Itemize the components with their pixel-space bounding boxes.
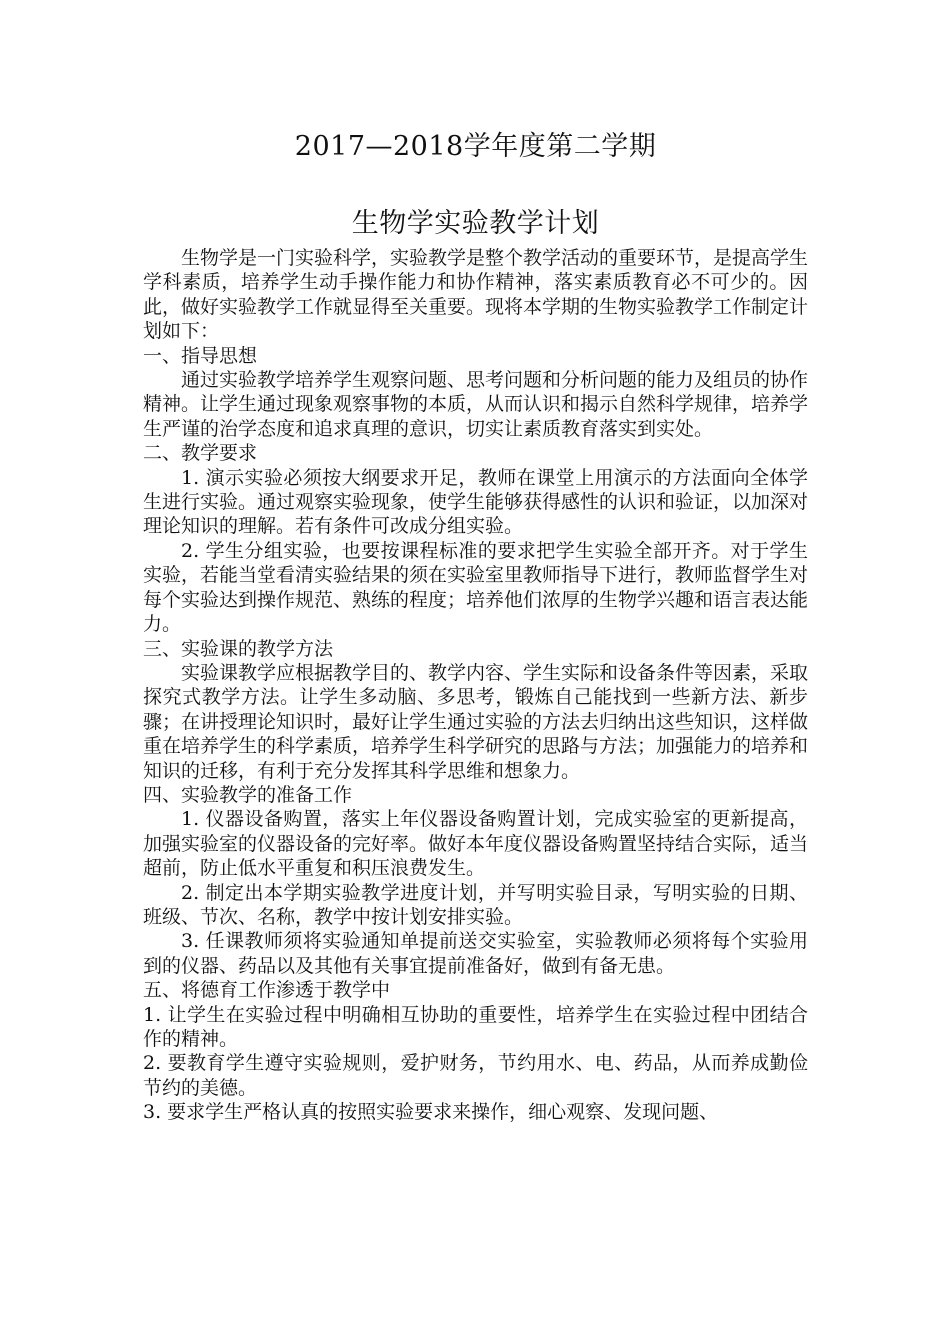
paragraph: 1. 演示实验必须按大纲要求开足，教师在课堂上用演示的方法面向全体学生进行实验。通过观察实验现象，使学生能够获得感性的认识和验证，以加深对理论知识的理解。若有条件可改成分组实验。 — [143, 466, 809, 538]
section-heading-teaching-methods: 三、实验课的教学方法 — [143, 637, 334, 660]
paragraph: 1. 让学生在实验过程中明确相互协助的重要性，培养学生在实验过程中团结合作的精神。 — [143, 1003, 808, 1050]
section-heading-guiding-ideology: 一、指导思想 — [143, 344, 258, 367]
intro-paragraph: 生物学是一门实验科学，实验教学是整个教学活动的重要环节，是提高学生学科素质，培养学生动手操作能力和协作精神，落实素质教育必不可少的。因此，做好实验教学工作就显得至关重要。现将本学期的生物实验教学工作制定计划如下： — [143, 247, 809, 343]
paragraph: 3. 要求学生严格认真的按照实验要求来操作，细心观察、发现问题、 — [143, 1101, 719, 1124]
document-body — [143, 246, 808, 1125]
paragraph: 通过实验教学培养学生观察问题、思考问题和分析问题的能力及组员的协作精神。让学生通过现象观察事物的本质，从而认识和揭示自然科学规律，培养学生严谨的治学态度和追求真理的意识，切实让素质教育落实到实处。 — [143, 369, 809, 440]
document-title: 生物学实验教学计划 — [351, 208, 600, 239]
paragraph: 2. 要教育学生遵守实验规则，爱护财务，节约用水、电、药品，从而养成勤俭节约的美德。 — [143, 1052, 808, 1099]
paragraph: 3. 任课教师须将实验通知单提前送交实验室，实验教师必须将每个实验用到的仪器、药品以及其他有关事宜提前准备好，做到有备无患。 — [143, 930, 808, 977]
paragraph: 2. 学生分组实验，也要按课程标准的要求把学生实验全部开齐。对于学生实验，若能当堂看清实验结果的须在实验室里教师指导下进行，教师监督学生对每个实验达到操作规范、熟练的程度；培养他们浓厚的生物学兴趣和语言表达能力。 — [143, 539, 809, 636]
section-heading-preparation: 四、实验教学的准备工作 — [143, 783, 353, 806]
paragraph: 1. 仪器设备购置，落实上年仪器设备购置计划，完成实验室的更新提高，加强实验室的仪器设备的完好率。做好本年度仪器设备购置坚持结合实际，适当超前，防止低水平重复和积压浪费发生。 — [143, 808, 809, 880]
term-title: 2017—2018学年度第二学期 — [294, 131, 657, 162]
section-heading-teaching-requirements: 二、教学要求 — [143, 442, 258, 465]
section-heading-moral-education: 五、将德育工作渗透于教学中 — [143, 979, 391, 1002]
paragraph: 2. 制定出本学期实验教学进度计划，并写明实验目录，写明实验的日期、班级、节次、名称，教学中按计划安排实验。 — [143, 881, 808, 928]
document-page — [143, 125, 808, 1125]
paragraph: 实验课教学应根据教学目的、教学内容、学生实际和设备条件等因素，采取探究式教学方法。让学生多动脑、多思考，锻炼自己能找到一些新方法、新步骤；在讲授理论知识时，最好让学生通过实验的方法去归纳出这些知识，这样做重在培养学生的科学素质，培养学生科学研究的思路与方法；加强能力的培养和知识的迁移，有利于充分发挥其科学思维和想象力。 — [143, 661, 809, 782]
